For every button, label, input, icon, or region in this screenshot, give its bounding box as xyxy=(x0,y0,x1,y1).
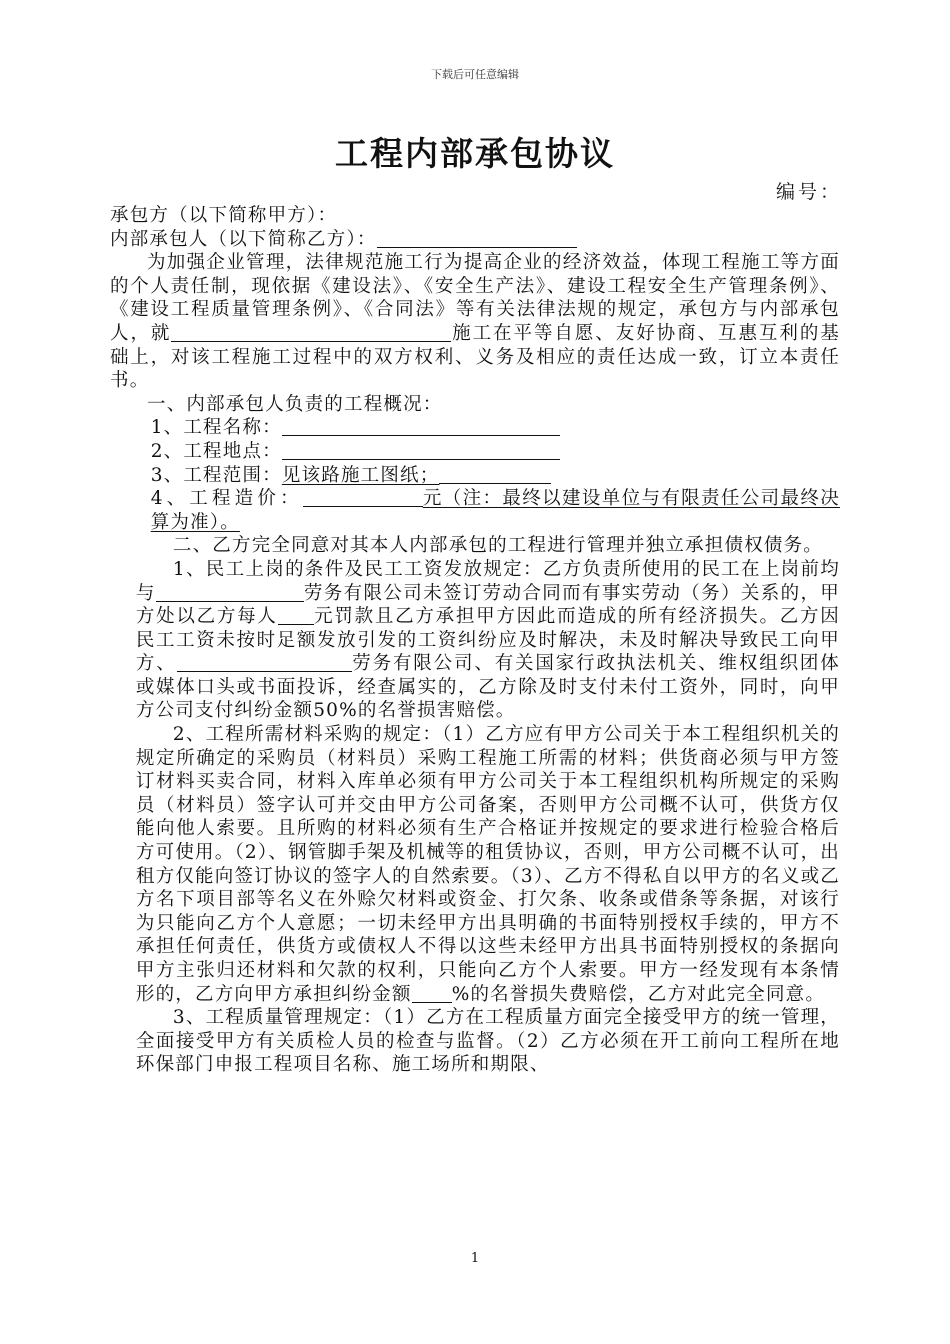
p1-text-c: 元罚款且乙方承担甲方因此而造成的所有经济损失。乙方因民工工资未按时足额发放引发的工资纠纷应及时解决，未及时解决导致民工向甲方、 xyxy=(135,606,840,675)
fine-amount-blank xyxy=(278,606,314,625)
intro-text-2: 施工在平等自愿、友好协商、互惠互利的基础上，对该工程施工过程中的双方权利、义务及相应的责任达成一致，订立本责任书。 xyxy=(110,322,840,392)
document-number-label: 编号： xyxy=(776,181,843,203)
item-4-blank xyxy=(303,488,423,507)
labor-company-blank xyxy=(156,583,304,602)
document-body xyxy=(110,204,840,1077)
document-title: 工程内部承包协议 xyxy=(335,134,615,173)
item-4-value: 元（注：最终以建设单位与有限责任公司最终决算为准）。 xyxy=(150,488,840,533)
paragraph-1 xyxy=(110,558,840,723)
p1-text-d: 劳务有限公司、有关国家行政执法机关、维权组织团体或媒体口头或书面投诉，经查属实的，乙方除及时支付未付工资外，同时，向甲方公司支付纠纷金额50%的名誉损害赔偿。 xyxy=(135,653,840,722)
item-3-value: 见该路施工图纸； xyxy=(281,464,440,486)
percent-blank xyxy=(412,984,452,1003)
page-number: 1 xyxy=(470,1251,480,1266)
intro-paragraph xyxy=(110,251,840,393)
item-2-blank xyxy=(282,441,560,460)
party-a-line: 承包方（以下简称甲方）： xyxy=(110,205,338,226)
item-1 xyxy=(110,416,840,440)
labor-company-blank-2 xyxy=(177,653,352,672)
project-name-blank xyxy=(171,323,451,342)
item-3-blank xyxy=(439,465,551,484)
p2-text-a: 2、工程所需材料采购的规定：（1）乙方应有甲方公司关于本工程组织机关的规定所确定的采购员（材料员）采购工程施工所需的材料；供货商必须与甲方签订材料买卖合同，材料入库单必须有甲方公司关于本工程组织机构所规定的采购员（材料员）签字认可并交由甲方公司备案，否则甲方公司概不认可，供货方仅能向他人索要。且所购的材料必须有生产合格证并按规定的要求进行检验合格后方可使用。（2）、钢管脚手架及机械等的租赁协议，否则，甲方公司概不认可，出租方仅能向签订协议的签字人的自然索要。（3）、乙方不得私自以甲方的名义或乙方名下项目部等名义在外赊欠材料或资金、打欠条、收条或借条等条据，对该行为只能向乙方个人意愿；一切未经甲方出具明确的书面特别授权手续的，甲方不承担任何责任，供货方或债权人不得以这些未经甲方出具书面特别授权的条据向甲方主张归还材料和欠款的权利，只能向乙方个人索要。甲方一经发现有本条情形的，乙方向甲方承担纠纷金额 xyxy=(135,724,840,1005)
party-b-blank xyxy=(377,229,577,248)
page-header: 下载后可任意编辑 xyxy=(431,68,519,81)
item-2-label: 2、工程地点： xyxy=(150,440,282,462)
paragraph-3: 3、工程质量管理规定：（1）乙方在工程质量方面完全接受甲方的统一管理，全面接受甲方有关质检人员的检查与监督。（2）乙方必须在开工前向工程所在地环保部门申报工程项目名称、施工场所和期限、 xyxy=(135,1007,840,1076)
item-4 xyxy=(110,487,840,534)
item-4-label: 4、工程造价： xyxy=(150,488,303,510)
section-2-heading: 二、乙方完全同意对其本人内部承包的工程进行管理并独立承担债权债务。 xyxy=(172,535,823,557)
item-2 xyxy=(110,440,840,464)
item-1-label: 1、工程名称： xyxy=(150,417,282,439)
p1-text-b: 劳务有限公司未签订劳动合同而有事实劳动（务）关系的，甲方处以乙方每人 xyxy=(135,582,841,628)
intro-text-1: 为加强企业管理，法律规范施工行为提高企业的经济效益，体现工程施工等方面的个人责任制，现依据《建设法》、《安全生产法》、建设工程安全生产管理条例》、《建设工程质量管理条例》、《合同法》等有关法律法规的规定，承包方与内部承包人，就 xyxy=(110,252,840,344)
party-b-label: 内部承包人（以下简称乙方）： xyxy=(110,228,377,250)
party-b-line xyxy=(110,228,840,252)
section-1-heading: 一、内部承包人负责的工程概况： xyxy=(147,393,443,415)
paragraph-2 xyxy=(110,723,840,1006)
item-3-label: 3、工程范围： xyxy=(150,464,282,486)
item-1-blank xyxy=(282,417,560,436)
p1-text-a: 1、民工上岗的条件及民工工资发放规定：乙方负责所使用的民工在上岗前均与 xyxy=(135,558,840,604)
item-3 xyxy=(110,464,840,488)
p2-text-b: %的名誉损失费赔偿，乙方对此完全同意。 xyxy=(451,983,826,1005)
